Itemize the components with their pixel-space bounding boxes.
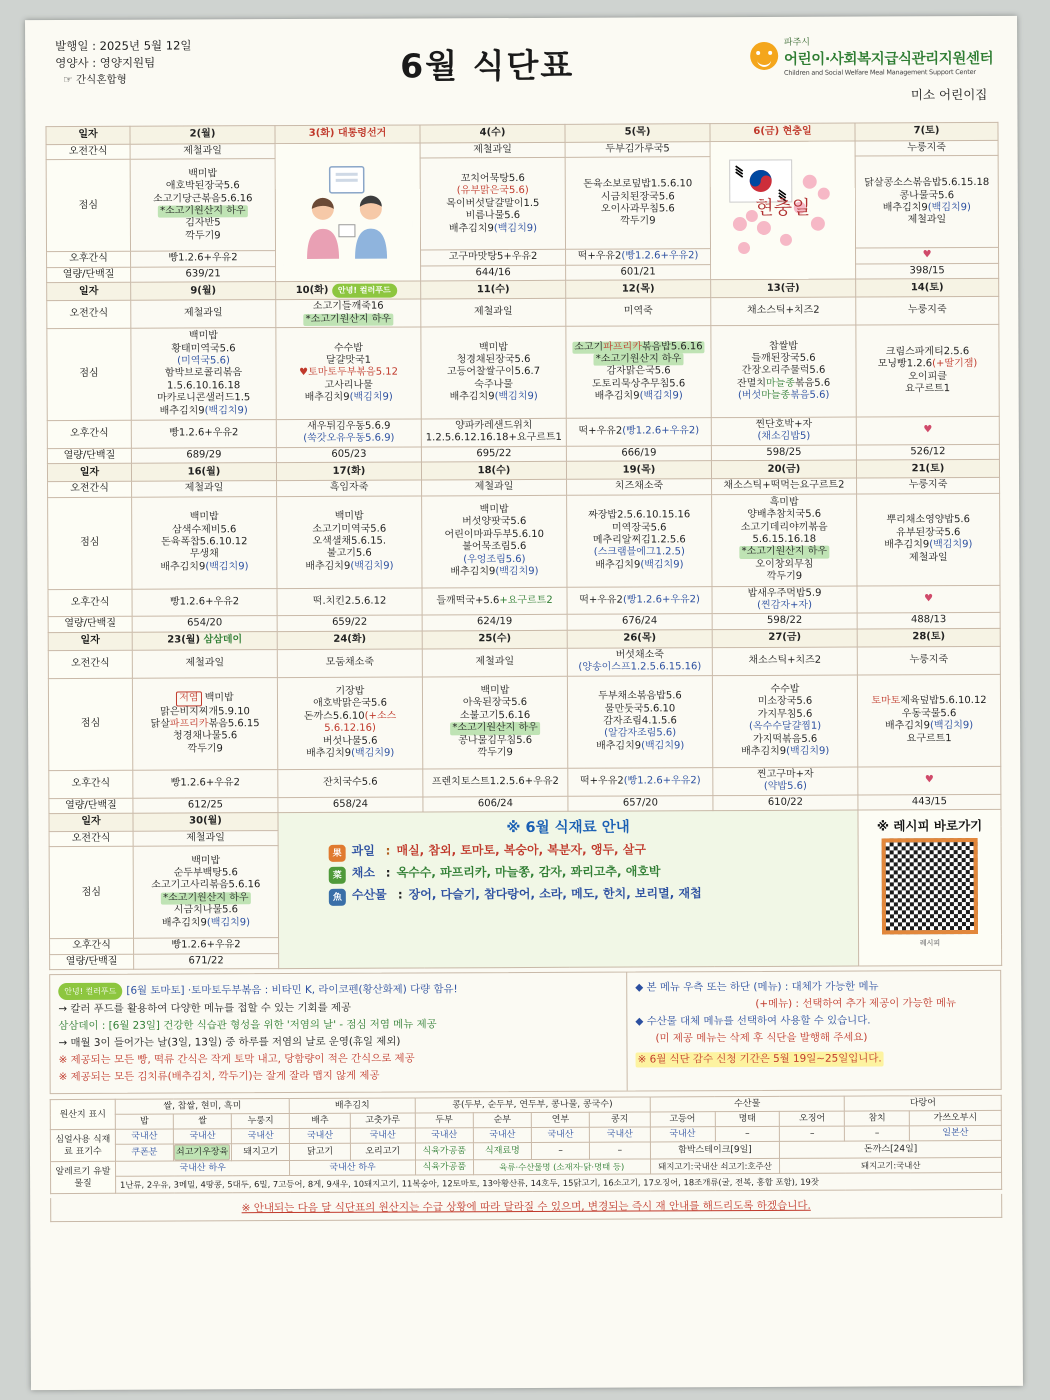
korean-flag-icon [714, 152, 852, 265]
date-cell: 26(목) [567, 630, 712, 649]
origin-cell: 국내산 [415, 1128, 473, 1143]
origin-cell: 국내산 [290, 1128, 350, 1143]
allergy-legend: 1난류, 2우유, 3메밀, 4땅콩, 5대두, 6밀, 7고등어, 8게, 9새우, 10돼지고기, 11복숭아, 12토마토, 13아황산류, 14호두, 15닭고기, 16소고기, 17오징어, 18조개류(굴, 전복, 홍합 포함), 19잣 [115, 1173, 1001, 1194]
table-row-date [49, 809, 1001, 831]
pm-snack-cell: 떡.치킨2.5.6.12 [277, 588, 422, 616]
date-cell: 6(금) 현충일 [710, 123, 855, 142]
lunch-cell: 백미밥 황태미역국5.6 (미역국5.6) 함박브로콜리볶음 1.5.6.10.16.18 마카로니콘샐러드1.5 배추김치9(백김치9) [131, 328, 276, 421]
am-snack-cell: 모둠채소죽 [277, 649, 422, 677]
am-snack-cell: 제철과일 [420, 142, 565, 158]
row-label-date: 일자 [47, 463, 131, 481]
legend-line: ※ 제공되는 모든 김치류(배추김치, 깍두기)는 잘게 잘라 맵지 않게 제공 [58, 1069, 380, 1084]
lunch-cell: 백미밥 버섯양팟국5.6 어린이마파두부5.6.10 불어묵조림5.6 (우엉조림5.6) 배추김치9(백김치9) [422, 495, 567, 588]
lunch-cell: 토마토제육덮밥5.6.10.12 우동국물5.6 배추김치9(백김치9) 요구르트1 [857, 674, 1000, 767]
origin-cell: 닭고기 [290, 1143, 350, 1160]
table-row-lunch [48, 493, 1000, 589]
row-label-kcal: 열량/단백질 [48, 617, 132, 633]
legend-left [50, 973, 628, 1094]
row-label-pm-snack: 오후간식 [47, 252, 131, 268]
am-snack-cell: 제철과일 [132, 649, 277, 677]
lunch-cell: 찹쌀밥 들깨된장국5.6 간장오리주물럭5.6 잔멸치마늘종볶음5.6 (버섯마늘종볶음5.6) [711, 325, 856, 418]
origin-sub: 명태 [715, 1112, 780, 1127]
lunch-cell: 소고기파프리카볶음밥5.6.16 *소고기원산지 하우 감자맑은국5.6 도토리묵상추무침5.6 배추김치9(백김치9) [566, 326, 711, 419]
pm-snack-cell: 양파카레샌드위치 1.2.5.6.12.16.18+요구르트1 [421, 418, 566, 446]
origin-cell: 돈까스[24일] [780, 1141, 1002, 1159]
am-snack-cell: 채소스틱+떡먹는요구르트2 [712, 478, 857, 494]
origin-sub: 쌀 [173, 1114, 231, 1129]
date-cell: 2(월) [130, 126, 275, 145]
recipe-qr-cell[interactable] [858, 809, 1002, 966]
table-row-am-snack [48, 646, 1000, 678]
legend-line: ※ 제공되는 모든 빵, 떡류 간식은 작게 토막 내고, 당함량이 적은 간식으로 제공 [58, 1052, 415, 1067]
am-snack-cell: 채소스틱+치즈2 [712, 647, 857, 675]
row-label-date: 일자 [46, 126, 130, 144]
table-row-pm-snack [47, 416, 999, 448]
am-snack-cell: 제철과일 [421, 299, 566, 327]
table-row-lunch [48, 674, 1000, 770]
row-label-pm-snack: 오후간식 [49, 770, 133, 798]
pm-snack-cell: 빵1.2.6+우유2 [133, 769, 278, 797]
pm-snack-cell: 프렌치토스트1.2.5.6+우유2 [423, 768, 568, 796]
lunch-cell: 백미밥 순두부백탕5.6 소고기고사리볶음5.6.16 *소고기원산지 하우 시금치나물5.6 배추김치9(백김치9) [133, 846, 278, 939]
lunch-cell: 백미밥 아욱된장국5.6 소불고기5.6.16 *소고기원산지 하우 콩나물김무침5.6 깍두기9 [422, 676, 567, 769]
dietitian: 영양사 : 영양지원팀 [55, 55, 156, 71]
kcal-cell: 644/16 [421, 265, 566, 281]
row-label-date: 일자 [49, 813, 133, 831]
kids-food-chip: 안녕! 컬러푸드 [332, 283, 397, 298]
notice-row-seafood: 魚 수산물 : 장어, 다슬기, 참다랑어, 소라, 메도, 한치, 보리멸, 재첩 [329, 887, 850, 906]
voting-people-icon [283, 158, 413, 267]
origin-cell: 함박스테이크[9일] [650, 1142, 780, 1160]
notice-row-fruit: 果 과일 : 매실, 참외, 토마토, 복숭아, 복분자, 앵두, 살구 [329, 843, 850, 862]
origin-cell: 국내산 [173, 1129, 231, 1144]
org-logo-block [750, 34, 994, 104]
table-row-pm-snack [49, 766, 1001, 798]
origin-sub: 오징어 [780, 1111, 845, 1126]
origin-cell: 국내산 [350, 1128, 415, 1143]
row-label-pm-snack: 오후간식 [50, 939, 134, 955]
legend-band [49, 970, 1002, 1094]
kcal-cell: 639/21 [131, 266, 276, 282]
legend-line: [6월 토마토] ·토마토두부볶음 : 비타민 K, 라이코펜(황산화제) 다량 함유! [126, 983, 458, 997]
menu-sheet [25, 16, 1023, 1390]
origin-group-rice: 쌀, 찹쌀, 현미, 흑미 [115, 1099, 290, 1115]
lunch-cell: 저염 백미밥 맑은비지찌개5.9.10 닭살파프리카볶음5.6.15 청경채나물5.6 깍두기9 [132, 677, 277, 770]
qr-caption: 레시피 [919, 939, 941, 948]
date-cell: 13(금) [711, 279, 856, 298]
pm-snack-cell: ♥ [858, 766, 1001, 794]
lunch-cell: 꼬치어묵탕5.6 (유부맑은국5.6) 목이버섯달걀말이1.5 비름나물5.6 배추김치9(백김치9) [420, 158, 565, 251]
origin-table [50, 1095, 1002, 1194]
row-label-lunch: 점심 [48, 678, 132, 770]
row-label-am-snack: 오전간식 [48, 481, 132, 497]
am-snack-cell: 제철과일 [132, 481, 277, 497]
row-label-lunch: 점심 [47, 328, 131, 420]
kcal-cell: 526/12 [856, 444, 999, 460]
pm-snack-cell: 떡+우유2(빵1.2.6+우유2) [568, 767, 713, 795]
legend-line: ◆ 수산물 대체 메뉴를 선택하여 사용할 수 있습니다. [635, 1014, 871, 1028]
pm-snack-cell: 새우튀김우동5.6.9 (쑥갓오유우동5.6.9) [276, 419, 421, 447]
am-snack-cell: 흑임자죽 [277, 480, 422, 496]
notice-row-vegetable: 菜 채소 : 옥수수, 파프리카, 마늘쫑, 감자, 꽈리고추, 애호박 [329, 865, 850, 884]
row-label-kcal: 열량/단백질 [49, 798, 133, 814]
recipe-qr-code[interactable] [882, 838, 978, 934]
origin-cell: 국내산 [473, 1128, 531, 1143]
date-cell: 25(수) [422, 630, 567, 649]
kcal-cell: 398/15 [856, 263, 999, 279]
pm-snack-cell: 떡+우유2(빵1.2.6+우유2) [566, 249, 711, 265]
colorfood-chip-icon: 안녕! 컬러푸드 [58, 983, 122, 1000]
pm-snack-cell: 빵1.2.6+우유2 [132, 588, 277, 616]
kcal-cell: 676/24 [567, 614, 712, 630]
org-name-en: Children and Social Welfare Meal Management Support Center [784, 68, 976, 77]
lunch-cell: 백미밥 청경채된장국5.6 고등어찰쌀구이5.6.7 숙주나물 배추김치9(백김치9) [421, 326, 566, 419]
org-city: 파주시 [783, 37, 811, 48]
lunch-cell: 뿌리채소영양밥5.6 유부된장국5.6 배추김치9(백김치9) 제철과일 [857, 493, 1000, 586]
origin-row-label: 알레르기 유발물질 [50, 1161, 115, 1193]
pm-snack-cell: 밥새우주먹밥5.9 (찐감자+자) [712, 586, 857, 614]
kcal-cell: 488/13 [857, 613, 1000, 629]
pm-snack-cell: 찐단호박+자 (채소김밥5) [711, 417, 856, 445]
date-cell: 21(토) [856, 460, 999, 479]
legend-line: ◆ 본 메뉴 우측 또는 하단 (메뉴) : 대체가 가능한 메뉴 [635, 980, 879, 994]
pm-snack-cell: 고구마맛탕5+우유2 [421, 250, 566, 266]
lunch-cell: 두부채소볶음밥5.6 물만둣국5.6.10 감자조림4.1.5.6 (알감자조림5.6) 배추김치9(백김치9) [567, 675, 712, 768]
kcal-cell: 658/24 [278, 796, 423, 812]
row-label-am-snack: 오전간식 [49, 831, 133, 847]
row-label-kcal: 열량/단백질 [47, 448, 131, 464]
am-snack-cell: 누룽지죽 [857, 478, 1000, 494]
lunch-cell: 수수밥 미소장국5.6 가지무침5.6 (옥수수달걀찜1) 가지떡볶음5.6 배추김치9(백김치9) [712, 675, 857, 768]
date-cell: 9(월) [131, 282, 276, 301]
pm-snack-cell: 떡+우유2(빵1.2.6+우유2) [566, 418, 711, 446]
date-cell: 17(화) [276, 462, 421, 481]
am-snack-cell: 제철과일 [130, 144, 275, 160]
kcal-cell: 671/22 [134, 953, 279, 969]
kcal-cell: 598/25 [711, 445, 856, 461]
origin-sub: 밥 [115, 1114, 173, 1129]
origin-cell: 국내산 [232, 1129, 290, 1144]
notice-items: 옥수수, 파프리카, 마늘쫑, 감자, 꽈리고추, 애호박 [396, 864, 661, 880]
origin-row-label: 심얼사용 식재료 표기수 [50, 1129, 115, 1161]
notice-items: 장어, 다슬기, 참다랑어, 소라, 메도, 한치, 보리멸, 재첩 [408, 886, 702, 902]
table-row-am-snack [47, 297, 999, 329]
am-snack-cell: 소고기들깨죽16 *소고기원산지 하우 [276, 299, 421, 327]
pm-snack-cell: 들깨떡국+5.6+요구르트2 [422, 587, 567, 615]
legend-line: → 칼러 푸드를 활용하여 다양한 메뉴를 접할 수 있는 기회를 제공 [58, 1001, 352, 1016]
origin-row-label: 원산지 표시 [50, 1099, 115, 1129]
pm-snack-cell: 빵1.2.6+우유2 [131, 420, 276, 448]
origin-cell: 국내산 [590, 1127, 650, 1142]
row-label-lunch: 점심 [49, 847, 133, 939]
legend-line: ※ 6월 식단 감수 신청 기간은 5월 19일~25일입니다. [637, 1052, 882, 1066]
date-cell: 10(화) 안녕! 컬러푸드 [276, 281, 421, 300]
lunch-cell: 닭살콩소스볶음밥5.6.15.18 콩나물국5.6 배추김치9(백김치9) 제철과일 [855, 156, 998, 249]
origin-cell: 식재료명 [473, 1143, 531, 1160]
legend-right [627, 971, 1001, 1091]
date-cell: 5(목) [565, 124, 710, 143]
am-snack-cell: 치즈채소죽 [567, 479, 712, 495]
row-label-kcal: 열량/단백질 [47, 267, 131, 283]
legend-line: (미 제공 메뉴는 삭제 후 식단을 발행해 주세요) [655, 1031, 868, 1045]
origin-cell: 쇠고기우장육 [174, 1144, 230, 1160]
date-cell: 12(목) [566, 280, 711, 299]
origin-group-kimchi: 배추김치 [290, 1098, 415, 1114]
kcal-cell: 654/20 [132, 616, 277, 632]
date-cell: 11(수) [421, 281, 566, 300]
kcal-cell: 624/19 [422, 615, 567, 631]
kcal-cell: 443/15 [858, 794, 1001, 810]
kcal-cell: 657/20 [568, 795, 713, 811]
origin-sub: 고등어 [650, 1112, 715, 1127]
snack-type-note: ☞ 간식혼합형 [63, 73, 127, 87]
row-label-kcal: 열량/단백질 [50, 954, 134, 970]
origin-cell: – [715, 1127, 780, 1142]
legend-line: 삼삼데이 : [6월 23일] 건강한 식습관 형성을 위한 '저염의 날' - 점심 저염 메뉴 제공 [58, 1018, 437, 1033]
date-cell: 24(화) [277, 631, 422, 650]
pm-snack-cell: 찐고구마+자 (약밥5.6) [713, 767, 858, 795]
origin-allergy-row [51, 1173, 1002, 1194]
origin-cell: 식육가공품 [415, 1160, 473, 1175]
origin-group-bean: 콩(두부, 순두부, 연두부, 콩나물, 콩국수) [415, 1097, 650, 1113]
lunch-cell: 흑미밥 양배추참치국5.6 소고기데리야끼볶음 5.6.15.16.18 *소고기원산지 하우 오이창외무침 깍두기9 [712, 494, 857, 587]
am-snack-cell: 제철과일 [131, 300, 276, 328]
kcal-cell: 610/22 [713, 795, 858, 811]
origin-cell: 육류·수산물명 (소재자·닭·명태 등) [473, 1159, 650, 1175]
qr-title: ※ 레시피 바로가기 [876, 817, 983, 834]
ingredient-notice-cell [278, 810, 859, 969]
origin-sub: 배추 [290, 1113, 350, 1128]
origin-sub: 고춧가루 [350, 1113, 415, 1128]
notice-label: 수산물 [351, 887, 387, 903]
kcal-cell: 601/21 [566, 264, 711, 280]
origin-cell: – [590, 1142, 650, 1159]
memorial-day-illustration-cell [710, 141, 856, 280]
date-cell: 28(토) [857, 628, 1000, 647]
am-snack-cell: 두부김가루국5 [565, 142, 710, 158]
row-label-pm-snack: 오후간식 [48, 589, 132, 617]
row-label-lunch: 점심 [48, 497, 132, 589]
kcal-cell: 612/25 [133, 797, 278, 813]
origin-cell: 국내산 하우 [290, 1160, 415, 1176]
origin-cell: 오리고기 [350, 1143, 415, 1160]
origin-sub: 참치 [845, 1111, 910, 1126]
lunch-cell: 수수밥 달걀맛국1 ♥토마토두부볶음5.12 고사리나물 배추김치9(백김치9) [276, 327, 421, 420]
am-snack-cell: 미역죽 [566, 298, 711, 326]
menu-table [45, 122, 1002, 970]
origin-cell: 국내산 [531, 1127, 589, 1142]
am-snack-cell: 누룽지죽 [855, 140, 998, 156]
date-cell: 19(목) [566, 461, 711, 480]
document-header [45, 30, 997, 126]
legend-line: → 매월 3이 들어가는 날(3일, 13일) 중 하루를 저염의 날로 운영(휴일 제외) [58, 1035, 401, 1050]
facility-name: 미소 어린이집 [910, 86, 988, 103]
am-snack-cell: 채소스틱+치즈2 [711, 297, 856, 325]
pm-snack-cell: 떡+우유2(빵1.2.6+우유2) [567, 586, 712, 614]
header-left-info [55, 37, 192, 89]
origin-group-seafood: 수산물 [650, 1096, 845, 1112]
svg-text:현충일: 현충일 [755, 197, 811, 220]
notice-label: 채소 [351, 865, 375, 881]
origin-sub: 콩지 [590, 1112, 650, 1127]
origin-cell: 국내산 하우 [115, 1161, 290, 1177]
kcal-cell: 598/22 [712, 614, 857, 630]
origin-cell: 돼지고기:국내산 쇠고기:호주산 [650, 1159, 780, 1175]
origin-sub: 누룽지 [232, 1114, 290, 1129]
table-row-pm-snack [48, 585, 1000, 617]
lunch-cell: 백미밥 애호박된장국5.6 소고기당근볶음5.6.16 *소고기원산지 하우 김자반5 깍두기9 [130, 159, 275, 252]
origin-cell: – [845, 1126, 910, 1141]
lunch-cell: 돈육소보로덮밥1.5.6.10 시금치된장국5.6 오이사과무침5.6 깍두기9 [565, 157, 710, 250]
kcal-cell: 605/23 [276, 447, 421, 463]
date-cell: 20(금) [711, 460, 856, 479]
origin-sub: 순부 [473, 1113, 531, 1128]
fruit-icon: 果 [329, 845, 346, 862]
row-label-date: 일자 [47, 282, 131, 300]
row-label-pm-snack: 오후간식 [47, 420, 131, 448]
footer-note: ※ 안내되는 다음 달 식단표의 원산지는 수급 상황에 따라 달라질 수 있으며, 변경되는 즉시 재 안내를 해드리도록 하겠습니다. [50, 1194, 1002, 1222]
origin-sub: 가쓰오부시 [909, 1111, 1001, 1126]
date-cell: 4(수) [420, 124, 565, 143]
pm-snack-cell: ♥ [856, 416, 999, 444]
origin-sub: 연부 [531, 1112, 589, 1127]
row-label-am-snack: 오전간식 [47, 300, 131, 328]
pm-snack-cell: 잔치국수5.6 [278, 769, 423, 797]
origin-sub: 두부 [415, 1113, 473, 1128]
date-cell: 7(토) [855, 122, 998, 141]
legend-line: (+메뉴) : 선택하여 추가 제공이 가능한 메뉴 [755, 997, 957, 1011]
kcal-cell: 606/24 [423, 796, 568, 812]
lunch-cell: 백미밥 삼색수제비5.6 돈육폭찹5.6.10.12 무생채 배추김치9(백김치9) [132, 496, 277, 589]
kcal-cell: 695/22 [421, 446, 566, 462]
notice-items: 매실, 참외, 토마토, 복숭아, 복분자, 앵두, 살구 [396, 842, 646, 858]
issue-date: 발행일 : 2025년 5월 12일 [55, 38, 192, 54]
seafood-icon: 魚 [329, 889, 346, 906]
table-row-lunch [46, 156, 998, 252]
am-snack-cell: 제철과일 [133, 830, 278, 846]
kcal-cell: 689/29 [131, 447, 276, 463]
lunch-cell: 짜장밥2.5.6.10.15.16 미역장국5.6 메추리알찌김1.2.5.6 (스크램블에그1.2.5) 배추김치9(백김치9) [567, 494, 712, 587]
origin-cell: 국내산 [115, 1129, 173, 1144]
origin-cell: 돼지고기 [232, 1144, 290, 1161]
date-cell: 3(화) 대통령선거 [275, 125, 420, 144]
origin-cell: 일본산 [910, 1126, 1002, 1141]
org-name: 어린이·사회복지급식관리지원센터 [783, 50, 994, 68]
lunch-cell: 기장밥 애호박맑은국5.6 돈까스5.6.10(+소스5.6.12.16) 버섯나물5.6 배추김치9(백김치9) [277, 677, 422, 770]
pm-snack-cell: 빵1.2.6+우유2 [131, 251, 276, 267]
kcal-cell: 659/22 [277, 615, 422, 631]
date-cell: 23(월) 삼삼데이 [132, 631, 277, 650]
pm-snack-cell: ♥ [857, 585, 1000, 613]
origin-cell: – [780, 1126, 845, 1141]
date-cell: 18(수) [421, 462, 566, 481]
am-snack-cell: 제철과일 [422, 648, 567, 676]
date-cell: 14(토) [856, 279, 999, 298]
origin-cell: 돼지고기:국내산 [780, 1158, 1002, 1174]
date-cell: 16(월) [131, 463, 276, 482]
origin-cell: 식육가공품 [415, 1143, 473, 1160]
notice-title: ※ 6월 식재료 안내 [506, 819, 630, 836]
row-label-lunch: 점심 [46, 160, 130, 252]
election-illustration-cell [275, 143, 421, 282]
am-snack-cell: 제철과일 [422, 480, 567, 496]
date-cell: 30(월) [133, 812, 278, 831]
page-title: 6월 식단표 [400, 45, 575, 86]
row-label-am-snack: 오전간식 [48, 650, 132, 678]
origin-cell: 쿠폰분 [115, 1144, 173, 1161]
row-label-am-snack: 오전간식 [46, 144, 130, 160]
date-cell: 27(금) [712, 629, 857, 648]
lunch-cell: 크림스파게티2.5.6 모닝빵1.2.6(+딸기잼) 오이피클 요구르트1 [856, 324, 999, 417]
vegetable-icon: 菜 [329, 867, 346, 884]
smile-logo-icon [750, 42, 778, 70]
table-row-lunch [47, 324, 999, 420]
notice-label: 과일 [351, 843, 375, 859]
pm-snack-cell: ♥ [856, 248, 999, 264]
origin-group-tuna: 다랑어 [845, 1096, 1002, 1112]
origin-cell: 국내산 [650, 1127, 715, 1142]
am-snack-cell: 누룽지죽 [857, 646, 1000, 674]
lunch-cell: 백미밥 소고기미역국5.6 오색샐채5.6.15. 불고기5.6 배추김치9(백김치9) [277, 496, 422, 589]
row-label-date: 일자 [48, 632, 132, 650]
origin-cell: – [531, 1142, 589, 1159]
am-snack-cell: 누룽지죽 [856, 297, 999, 325]
kcal-cell: 666/19 [566, 446, 711, 462]
pm-snack-cell: 빵1.2.6+우유2 [134, 938, 279, 954]
am-snack-cell: 버섯채소죽 (양송이스프1.2.5.6.15.16) [567, 648, 712, 676]
